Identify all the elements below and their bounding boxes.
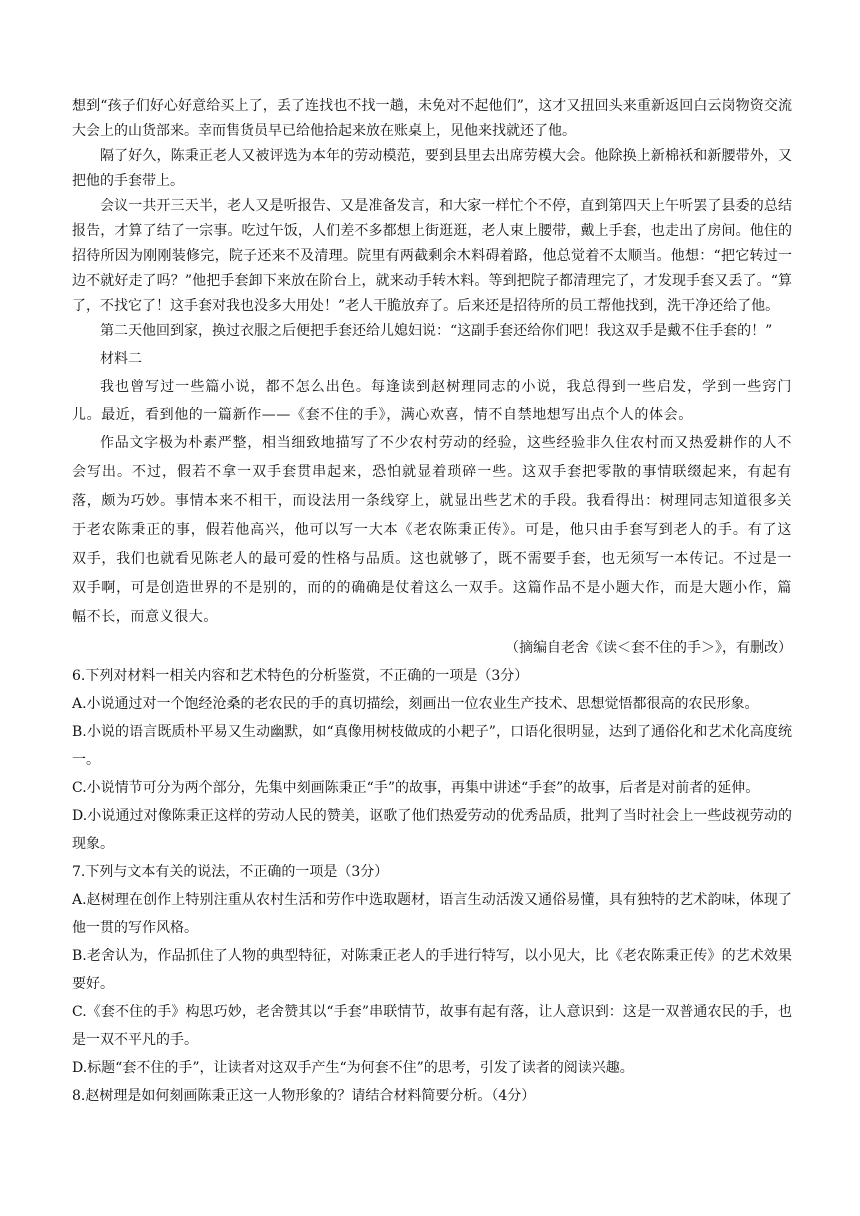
question-7: [72, 858, 792, 1082]
option-b: B.小说的语言既质朴平易又生动幽默，如“真像用树枝做成的小耙子”，口语化很明显，达到了通俗化和艺术化高度统一。: [72, 724, 792, 768]
question-6: [72, 662, 792, 858]
question-8: [72, 1082, 792, 1110]
source-citation: （摘编自老舍《读＜套不住的手＞》，有删改）: [505, 640, 792, 656]
exam-page: [72, 94, 792, 1110]
material-one: [72, 94, 792, 344]
paragraph: 会议一共开三天半，老人又是听报告、又是准备发言，和大家一样忙个不停，直到第四天上午听罢了县委的总结报告，才算了结了一宗事。吃过午饭，人们差不多都想上街逛逛，老人束上腰带，戴上手套，也走出了房间。他住的招待所因为刚刚装修完，院子还来不及清理。院里有两截剩余木料碍着路，他总觉着不太顺当。他想：“把它转过一边不就好走了吗？”他把手套卸下来放在阶台上，就来动手转木料。等到把院子都清理完了，才发现手套又丢了。“算了，不找它了！这手套对我也没多大用处！”老人干脆放弃了。后来还是招待所的员工帮他找到，洗干净还给了他。: [72, 198, 792, 314]
paragraph: 隔了好久，陈秉正老人又被评选为本年的劳动模范，要到县里去出席劳模大会。他除换上新棉袄和新腰带外，又把他的手套带上。: [72, 148, 792, 189]
paragraph: 想到“孩子们好心好意给买上了，丢了连找也不找一趟，未免对不起他们”，这才又扭回头来重新返回白云岗物资交流大会上的山货部来。幸而售货员早已给他拾起来放在账桌上，见他来找就还了他。: [72, 98, 792, 139]
option-d: D.标题“套不住的手”，让读者对这双手产生“为何套不住”的思考，引发了读者的阅读兴趣。: [72, 1060, 634, 1076]
section-heading: 材料二: [100, 351, 142, 367]
option-c: C.小说情节可分为两个部分，先集中刻画陈秉正“手”的故事，再集中讲述“手套”的故事，后者是对前者的延伸。: [72, 780, 760, 796]
option-a: A.赵树理在创作上特别注重从农村生活和劳作中选取题材，语言生动活泼又通俗易懂，具有独特的艺术韵味，体现了他一贯的写作风格。: [72, 892, 792, 936]
question-stem: 6.下列对材料一相关内容和艺术特色的分析鉴赏，不正确的一项是（3分）: [72, 668, 529, 684]
paragraph: 作品文字极为朴素严整，相当细致地描写了不少农村劳动的经验，这些经验非久住农村而又热爱耕作的人不会写出。不过，假若不拿一双手套贯串起来，恐怕就显着琐碎一些。这双手套把零散的事情联缀起来，有起有落，颇为巧妙。事情本来不相干，而设法用一条线穿上，就显出些艺术的手段。我看得出：树理同志知道很多关于老农陈秉正的事，假若他高兴，他可以写一大本《老农陈秉正传》。可是，他只由手套写到老人的手。有了这双手，我们也就看见陈老人的最可爱的性格与品质。这也就够了，既不需要手套，也无须写一本传记。不过是一双手啊，可是创造世界的不是别的，而的的确确是仗着这么一双手。这篇作品不是小题大作，而是大题小作，篇幅不长，而意义很大。: [72, 435, 792, 625]
material-two: [72, 346, 792, 662]
option-b: B.老舍认为，作品抓住了人物的典型特征，对陈秉正老人的手进行特写，以小见大，比《老农陈秉正传》的艺术效果要好。: [72, 948, 792, 992]
paragraph: 我也曾写过一些篇小说，都不怎么出色。每逢读到赵树理同志的小说，我总得到一些启发，学到一些窍门儿。最近，看到他的一篇新作——《套不住的手》，满心欢喜，情不自禁地想写出点个人的体会。: [72, 379, 792, 423]
question-stem: 8.赵树理是如何刻画陈秉正这一人物形象的？请结合材料简要分析。（4分）: [72, 1088, 536, 1104]
option-c: C.《套不住的手》构思巧妙，老舍赞其以“手套”串联情节，故事有起有落，让人意识到：这是一双普通农民的手，也是一双不平凡的手。: [72, 1004, 792, 1048]
option-d: D.小说通过对像陈秉正这样的劳动人民的赞美，讴歌了他们热爱劳动的优秀品质，批判了当时社会上一些歧视劳动的现象。: [72, 808, 792, 852]
question-stem: 7.下列与文本有关的说法，不正确的一项是（3分）: [72, 864, 389, 880]
paragraph: 第二天他回到家，换过衣服之后便把手套还给儿媳妇说：“这副手套还给你们吧！我这双手是戴不住手套的！”: [100, 323, 773, 339]
option-a: A.小说通过对一个饱经沧桑的老农民的手的真切描绘，刻画出一位农业生产技术、思想觉悟都很高的农民形象。: [72, 696, 759, 712]
